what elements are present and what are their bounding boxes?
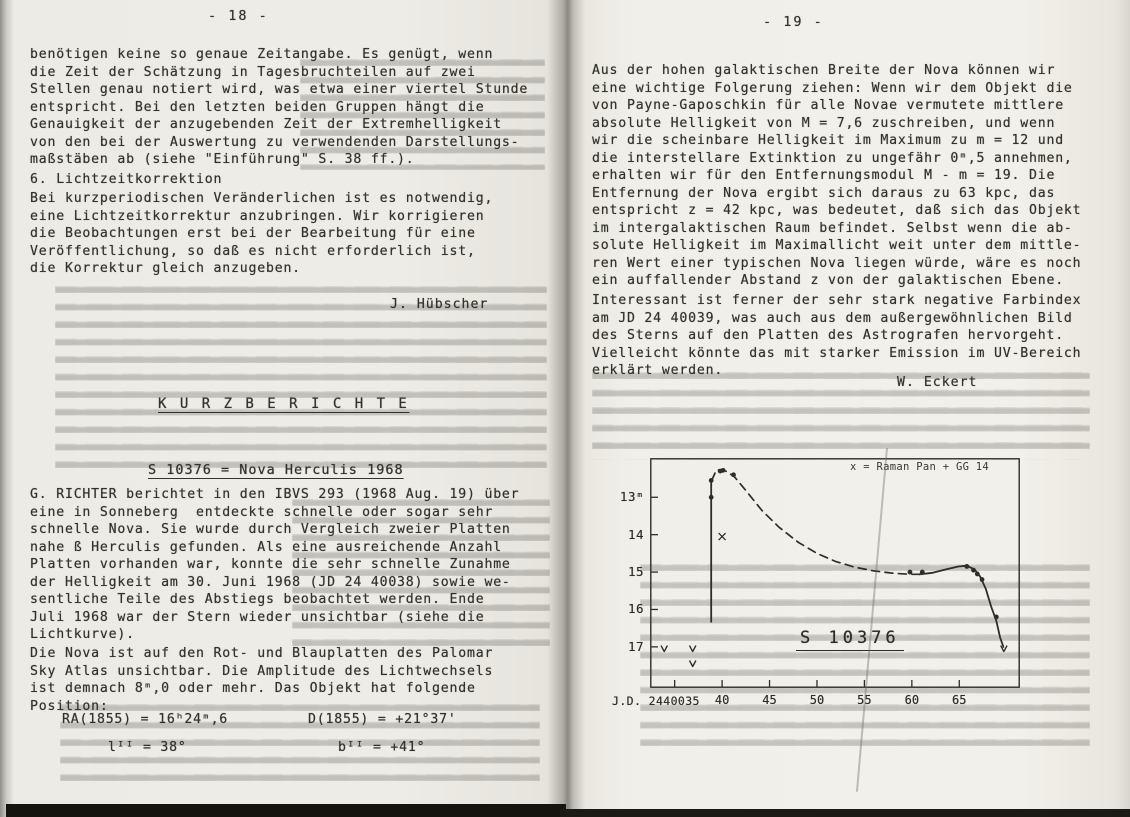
text-line: nahe ß Herculis gefunden. Als eine ausreichende Anzahl xyxy=(30,539,502,555)
text-line: die Korrektur gleich anzugeben. xyxy=(30,261,301,276)
text-line: Aus der hohen galaktischen Breite der Nova können wir xyxy=(592,63,1056,78)
text-line: eine Lichtzeitkorrektur anzubringen. Wir korrigieren xyxy=(30,208,485,224)
paragraph-zeitangabe xyxy=(30,46,528,169)
paragraph-palomar xyxy=(30,645,493,715)
text-line: ist demnach 8ᵐ,0 oder mehr. Das Objekt hat folgende xyxy=(30,681,476,696)
text-line: die interstellare Extinktion zu ungefähr 0ᵐ,5 annehmen, xyxy=(592,150,1073,166)
chart-title: S 10376 xyxy=(796,628,904,651)
section-6-body xyxy=(30,190,493,278)
position-ra: RA(1855) = 16ʰ24ᵐ,6 xyxy=(62,712,229,727)
text-line: Lichtkurve). xyxy=(30,627,135,642)
signature-eckert: W. Eckert xyxy=(897,375,978,390)
y-tick-label: 17 xyxy=(627,638,644,654)
x-tick-label: 40 xyxy=(714,693,730,707)
y-tick-label: 15 xyxy=(627,564,644,580)
x-tick-label: 55 xyxy=(857,693,872,707)
text-line: Vielleicht könnte das mit starker Emission im UV-Bereich xyxy=(592,345,1082,361)
text-line: der Helligkeit am 30. Juni 1968 (JD 24 40038) sowie we- xyxy=(30,574,511,590)
text-line: wir die scheinbare Helligkeit im Maximum zu m = 12 und xyxy=(592,133,1064,148)
page-number: - 18 - xyxy=(208,8,269,24)
scan-edge-bar xyxy=(6,804,566,817)
report-title: S 10376 = Nova Herculis 1968 xyxy=(148,462,404,478)
text-line: ein auffallender Abstand z von der galaktischen Ebene. xyxy=(592,273,1064,288)
text-line: erklärt werden. xyxy=(592,363,724,378)
text-line: ren Wert einer typischen Nova liegen würde, wäre es noch xyxy=(592,255,1082,271)
text-line: Position: xyxy=(30,698,109,714)
chart-legend: x = Raman Pan + GG 14 xyxy=(850,461,990,473)
text-line: erhalten wir für den Entfernungsmodul M - m = 19. Die xyxy=(592,168,1056,183)
text-line: eine in Sonneberg entdeckte schnelle oder sogar sehr xyxy=(30,504,494,520)
text-line: Platten vorhanden war, konnte die sehr schnelle Zunahme xyxy=(30,557,511,572)
text-line: G. RICHTER berichtet in den IBVS 293 (1968 Aug. 19) über xyxy=(30,487,520,502)
paragraph-farbindex xyxy=(592,292,1081,380)
signature-huebscher: J. Hübscher xyxy=(390,297,489,312)
section-6-heading xyxy=(30,172,222,187)
x-tick-label: 45 xyxy=(762,693,777,707)
text-line: eine wichtige Folgerung ziehen: Wenn wir dem Objekt die xyxy=(592,80,1073,96)
text-line: schnelle Nova. Sie wurde durch Vergleich zweier Platten xyxy=(30,522,511,537)
text-line: absolute Helligkeit von M = 7,6 zuschreiben, und wenn xyxy=(592,115,1056,131)
text-line: von den bei der Auswertung zu verwendenden Darstellungs- xyxy=(30,134,520,150)
scan-edge-bar xyxy=(560,809,1130,817)
text-line: Juli 1968 war der Stern wieder unsichtbar (siehe die xyxy=(30,609,485,625)
text-line: im intergalaktischen Raum befindet. Selbst wenn die ab- xyxy=(592,220,1073,236)
position-dec: D(1855) = +21°37' xyxy=(308,712,457,727)
x-axis-label: J.D. 2440035 xyxy=(612,694,700,708)
section-6-heading-text: 6. Lichtzeitkorrektion xyxy=(30,172,223,187)
y-tick-label: 16 xyxy=(627,601,644,617)
text-line: benötigen keine so genaue Zeitangabe. Es genügt, wenn xyxy=(30,47,494,62)
text-line: Die Nova ist auf den Rot- und Blauplatten des Palomar xyxy=(30,646,494,661)
light-curve-chart xyxy=(612,458,1020,708)
text-line: die Zeit der Schätzung in Tagesbruchteilen auf zwei xyxy=(30,64,476,80)
text-line: Genauigkeit der anzugebenden Zeit der Extremhelligkeit xyxy=(30,117,502,132)
y-tick-label: 13ᵐ xyxy=(619,489,644,505)
text-line: entspricht z = 42 kpc, was bedeutet, daß sich das Objekt xyxy=(592,203,1082,218)
position-gal-longitude: lᴵᴵ = 38° xyxy=(108,740,187,755)
text-line: von Payne-Gaposchkin für alle Novae vermutete mittlere xyxy=(592,98,1064,113)
text-line: solute Helligkeit im Maximallicht weit unter dem mittle- xyxy=(592,238,1082,253)
y-tick-label: 14 xyxy=(627,526,644,542)
text-line: Interessant ist ferner der sehr stark negative Farbindex xyxy=(592,293,1082,308)
x-tick-label: 65 xyxy=(952,693,967,707)
x-tick-label: 50 xyxy=(809,693,825,707)
text-line: Veröffentlichung, so daß es nicht erforderlich ist, xyxy=(30,243,476,259)
text-line: Sky Atlas unsichtbar. Die Amplitude des Lichtwechsels xyxy=(30,663,494,679)
paragraph-richter xyxy=(30,486,519,644)
text-line: Stellen genau notiert wird, was etwa einer viertel Stunde xyxy=(30,82,529,97)
position-gal-latitude: bᴵᴵ = +41° xyxy=(338,740,426,755)
light-curve-plot xyxy=(650,458,1020,688)
text-line: maßstäben ab (siehe "Einführung" S. 38 ff.). xyxy=(30,152,415,167)
text-line: die Beobachtungen erst bei der Bearbeitung für eine xyxy=(30,226,476,241)
text-line: entspricht. Bei den letzten beiden Gruppen hängt die xyxy=(30,99,485,115)
text-line: sentliche Teile des Abstiegs beobachtet werden. Ende xyxy=(30,592,485,607)
text-line: Bei kurzperiodischen Veränderlichen ist es notwendig, xyxy=(30,191,494,206)
text-line: Entfernung der Nova ergibt sich daraus zu 63 kpc, das xyxy=(592,185,1056,201)
kurzberichte-heading: K U R Z B E R I C H T E xyxy=(158,396,410,412)
page-number: - 19 - xyxy=(763,14,824,30)
paragraph-galactic-latitude xyxy=(592,62,1081,290)
text-line: des Sterns auf den Platten des Astrografen hervorgeht. xyxy=(592,328,1064,343)
x-tick-label: 60 xyxy=(904,693,920,707)
text-line: am JD 24 40039, was auch aus dem außergewöhnlichen Bild xyxy=(592,310,1073,326)
